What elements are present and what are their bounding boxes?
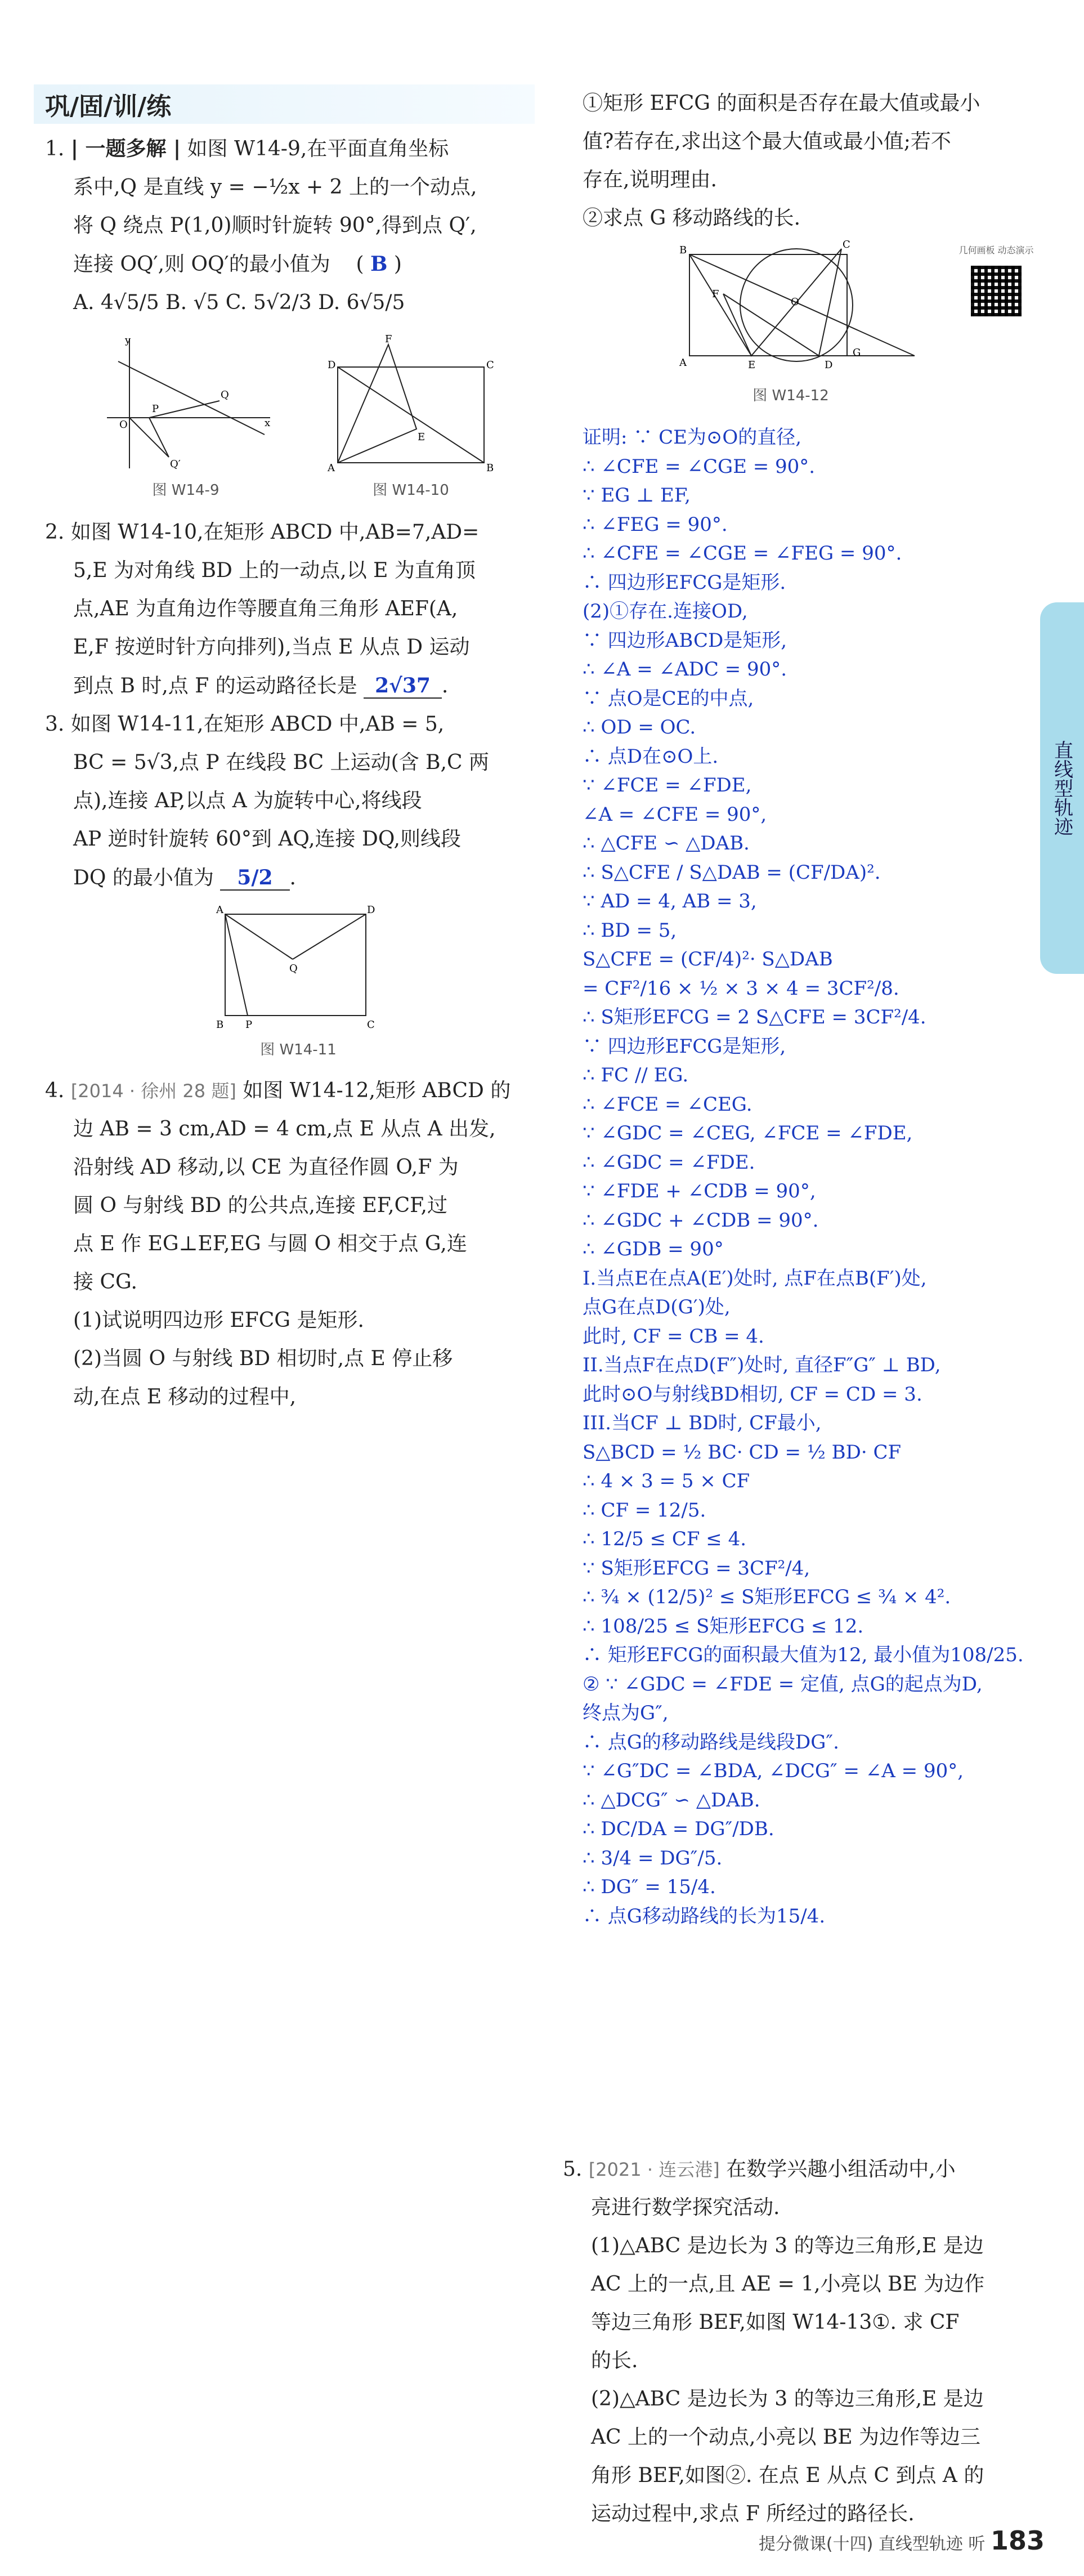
solution-line: ∴ FC // EG. [583,1064,689,1086]
qr-code-icon[interactable] [971,266,1022,316]
qr-caption: 几何画板 动态演示 [958,245,1034,256]
q3-text-4: AP 逆时针旋转 60°到 AQ,连接 DQ,则线段 [73,828,461,851]
solution-line: 此时, CF = CB = 4. [583,1325,764,1348]
q1-text: 如图 W14-9,在平面直角坐标 [187,137,449,160]
solution-line: S△BCD = ½ BC· CD = ½ BD· CF [583,1441,902,1464]
solution-line: ∴ 点G的移动路线是线段DG″. [583,1730,839,1754]
q3-number: 3. [45,713,65,736]
solution-line: ② ∵ ∠GDC = ∠FDE = 定值, 点G的起点为D, [583,1672,983,1696]
fig-row-q4 [583,239,1044,418]
fig9-caption: 图 W14-9 [152,482,220,499]
q4-part2-line2: 值?若存在,求出这个最大值或最小值;若不 [583,130,951,153]
solution-line: ∵ AD = 4, AB = 3, [583,890,757,913]
q4 [45,1072,552,1416]
solution-line: ∵ S矩形EFCG = 3CF²/4, [583,1557,810,1580]
solution-line: ∠A = ∠CFE = 90°, [583,803,767,826]
solution-line: ∵ 点O是CE的中点, [583,687,754,710]
fig-row-q3 [45,897,552,1066]
solution-line: (2)①存在.连接OD, [583,600,748,623]
solution-line: ∵ 四边形ABCD是矩形, [583,629,787,652]
solution-line: ∵ 四边形EFCG是矩形, [583,1035,786,1058]
q5-text-4: AC 上的一点,且 AE = 1,小亮以 BE 为边作 [591,2273,985,2296]
svg-text:x: x [265,417,271,429]
q4-part2-line3: 存在,说明理由. [583,168,717,191]
q4-text-8: (2)当圆 O 与射线 BD 相切时,点 E 停止移 [73,1347,453,1370]
solution-line: ∴ ∠GDB = 90° [583,1238,724,1260]
figure-w14-12 [678,239,920,378]
q3-answer: 5/2 [220,866,289,891]
solution-line: ∴ OD = OC. [583,716,696,739]
solution-line: ∴ 点D在⊙O上. [583,745,719,768]
q5-text-9: 角形 BEF,如图②. 在点 E 从点 C 到点 A 的 [591,2464,984,2487]
q4-text-1: 如图 W14-12,矩形 ABCD 的 [243,1079,511,1102]
solution-line: ∴ S矩形EFCG = 2 S△CFE = 3CF²/4. [583,1006,926,1028]
solution-line: ∴ 4 × 3 = 5 × CF [583,1470,750,1492]
q5-line1 [563,2150,1047,2189]
q5-number: 5. [563,2158,583,2181]
q2-text-2: 5,E 为对角线 BD 上的一动点,以 E 为直角顶 [73,559,476,582]
q5-text-10: 运动过程中,求点 F 所经过的路径长. [591,2502,915,2525]
svg-text:O: O [119,419,128,431]
solution-line: ∴ 12/5 ≤ CF ≤ 4. [583,1528,747,1550]
svg-text:D: D [367,904,375,916]
q4-text-7: (1)试说明四边形 EFCG 是矩形. [73,1309,364,1332]
q4-text-2: 边 AB = 3 cm,AD = 4 cm,点 E 从点 A 出发, [73,1117,496,1141]
solution-line: ∵ ∠FDE + ∠CDB = 90°, [583,1180,816,1202]
solution-line: ∴ ∠A = ∠ADC = 90°. [583,658,787,681]
q2 [45,513,552,705]
q1-answer: B [370,252,388,276]
figure-w14-10 [326,333,494,474]
solution-line: ∴ DC/DA = DG″/DB. [583,1818,774,1840]
svg-text:C: C [486,359,494,371]
q3-text-2: BC = 5√3,点 P 在线段 BC 上运动(含 B,C 两 [73,751,489,774]
q2-number: 2. [45,521,65,544]
q2-text-5: 到点 B 时,点 F 的运动路径长是 [73,674,357,697]
svg-text:P: P [245,1019,253,1031]
solution-line: ∴ 108/25 ≤ S矩形EFCG ≤ 12. [583,1615,864,1638]
solution-line: S△CFE = (CF/4)²· S△DAB [583,948,833,971]
q2-line1 [45,513,552,552]
q4-tag: [2014 · 徐州 28 题] [70,1080,236,1102]
svg-text:D: D [328,359,336,371]
solution-line: ∴ 点G移动路线的长为15/4. [583,1904,826,1927]
solution-line: ∴ △CFE ∽ △DAB. [583,832,750,855]
solution-line: ∴ ¾ × (12/5)² ≤ S矩形EFCG ≤ ¾ × 4². [583,1586,951,1608]
solution-line: ∵ ∠FCE = ∠FDE, [583,774,752,797]
right-column [583,84,1044,1931]
solution-line: 终点为G″, [583,1702,669,1724]
solution-line: 此时⊙O与射线BD相切, CF = CD = 3. [583,1383,922,1406]
svg-text:Q: Q [221,389,229,401]
svg-text:y: y [125,334,131,346]
solution-line: ∴ BD = 5, [583,919,677,942]
svg-text:Q: Q [289,963,298,974]
left-column [45,84,552,1416]
fig12-caption: 图 W14-12 [752,387,829,404]
solution-line: 证明: ∵ CE为⊙O的直径, [583,426,802,449]
q3-text-3: 点),连接 AP,以点 A 为旋转中心,将线段 [73,789,422,812]
q1-line3: 将 Q 绕点 P(1,0)顺时针旋转 90°,得到点 Q′, [73,214,477,237]
q4-text-9: 动,在点 E 移动的过程中, [73,1385,297,1408]
q4-part2-line4: ②求点 G 移动路线的长. [583,207,801,230]
solution-line: ∴ ∠GDC = ∠FDE. [583,1151,755,1174]
q4-number: 4. [45,1079,65,1102]
solution-line: 点G在点D(G′)处, [583,1296,731,1318]
solution-line: ∴ 四边形EFCG是矩形. [583,571,786,594]
q4-text-5: 点 E 作 EG⊥EF,EG 与圆 O 相交于点 G,连 [73,1232,467,1255]
page-footer [759,2525,1045,2556]
solution-line: ∴ ∠CFE = ∠CGE = ∠FEG = 90°. [583,542,902,565]
svg-text:A: A [216,904,223,916]
page-number: 183 [990,2525,1045,2556]
q4-text-6: 接 CG. [73,1271,137,1294]
q3-line5: DQ 的最小值为 5/2 . [73,866,296,889]
q2-text-3: 点,AE 为直角边作等腰直角三角形 AEF(A, [73,597,458,620]
q4-part2-line1: ①矩形 EFCG 的面积是否存在最大值或最小 [583,92,980,115]
fig11-caption: 图 W14-11 [260,1041,337,1058]
q4-text-4: 圆 O 与射线 BD 的公共点,连接 EF,CF,过 [73,1194,447,1217]
svg-text:C: C [843,239,850,251]
q2-text-4: E,F 按逆时针方向排列),当点 E 从点 D 运动 [73,636,470,659]
q5 [563,2150,1047,2533]
svg-text:G: G [853,347,861,359]
q1-tag: | 一题多解 | [70,137,181,160]
q3-text-1: 如图 W14-11,在矩形 ABCD 中,AB = 5, [70,713,445,736]
solution-line: ∴ ∠FEG = 90°. [583,513,728,536]
svg-text:E: E [418,431,425,443]
q2-line5: 到点 B 时,点 F 的运动路径长是 2√37 . [73,674,449,697]
svg-text:A: A [328,462,335,474]
svg-text:B: B [486,462,494,474]
q5-text-3: (1)△ABC 是边长为 3 的等边三角形,E 是边 [591,2234,984,2257]
svg-text:F: F [385,333,392,345]
svg-text:B: B [216,1019,224,1031]
q3-text-5: DQ 的最小值为 [73,866,214,889]
q5-text-6: 的长. [591,2349,638,2372]
q1-line1 [45,129,552,168]
svg-text:C: C [367,1019,375,1031]
solution-line: ∴ 矩形EFCG的面积最大值为12, 最小值为108/25. [583,1644,1024,1666]
q1-line2: 系中,Q 是直线 y = −½x + 2 上的一个动点, [73,176,477,199]
solution-line: ∴ S△CFE / S△DAB = (CF/DA)². [583,861,881,884]
solution-block [583,423,1044,1931]
q1-options: A. 4√5/5 B. √5 C. 5√2/3 D. 6√5/5 [73,291,405,314]
q4-line1 [45,1072,552,1110]
q1-number: 1. [45,137,65,160]
solution-line: = CF²/16 × ½ × 3 × 4 = 3CF²/8. [583,977,899,1000]
solution-line: ∵ EG ⊥ EF, [583,484,691,507]
solution-line: ∴ ∠GDC + ∠CDB = 90°. [583,1209,819,1232]
solution-line: I.当点E在点A(E′)处时, 点F在点B(F′)处, [583,1267,927,1290]
svg-text:F: F [712,288,719,300]
q5-tag: [2021 · 连云港] [588,2159,720,2180]
svg-text:Q′: Q′ [170,458,181,470]
side-tab[interactable]: 直线型轨迹 [1040,602,1084,974]
solution-line: ∴ CF = 12/5. [583,1499,706,1522]
q2-answer: 2√37 [364,674,442,699]
solution-line: ∵ ∠G″DC = ∠BDA, ∠DCG″ = ∠A = 90°, [583,1760,964,1782]
fig-row-q1 [45,333,552,497]
svg-text:P: P [152,403,159,415]
solution-line: III.当CF ⊥ BD时, CF最小, [583,1412,822,1434]
solution-line: ∴ ∠CFE = ∠CGE = 90°. [583,455,816,478]
q5-text-5: 等边三角形 BEF,如图 W14-13①. 求 CF [591,2311,960,2334]
solution-line: ∵ ∠GDC = ∠CEG, ∠FCE = ∠FDE, [583,1122,913,1144]
svg-text:E: E [748,359,756,371]
q3 [45,705,552,1066]
q2-text-1: 如图 W14-10,在矩形 ABCD 中,AB=7,AD= [70,521,480,544]
q1-question: 连接 OQ′,则 OQ′的最小值为 [73,253,330,276]
q5-text-8: AC 上的一个动点,小亮以 BE 为边作等边三 [591,2426,981,2449]
q5-text-1: 在数学兴趣小组活动中,小 [726,2158,956,2181]
svg-text:B: B [679,244,687,256]
solution-line: II.当点F在点D(F″)处时, 直径F″G″ ⊥ BD, [583,1354,941,1376]
section-title: 巩/固/训/练 [45,92,172,121]
figure-w14-11 [214,903,383,1032]
q3-line1 [45,705,552,744]
svg-text:A: A [679,357,687,369]
solution-line: ∴ 3/4 = DG″/5. [583,1846,723,1870]
svg-text:D: D [825,359,833,371]
q4-text-3: 沿射线 AD 移动,以 CE 为直径作圆 O,F 为 [73,1156,459,1179]
solution-line: ∴ DG″ = 15/4. [583,1876,716,1898]
fig10-caption: 图 W14-10 [373,482,449,499]
footer-label: 提分微课(十四) 直线型轨迹 听 [758,2534,986,2554]
svg-text:O: O [791,296,799,308]
q5-text-7: (2)△ABC 是边长为 3 的等边三角形,E 是边 [591,2387,984,2410]
solution-line: ∴ ∠FCE = ∠CEG. [583,1093,752,1116]
figure-w14-9 [96,333,281,474]
q5-text-2: 亮进行数学探究活动. [591,2196,780,2219]
q1-line4: 连接 OQ′,则 OQ′的最小值为 ( B ) [73,252,402,276]
solution-line: ∴ △DCG″ ∽ △DAB. [583,1788,760,1812]
